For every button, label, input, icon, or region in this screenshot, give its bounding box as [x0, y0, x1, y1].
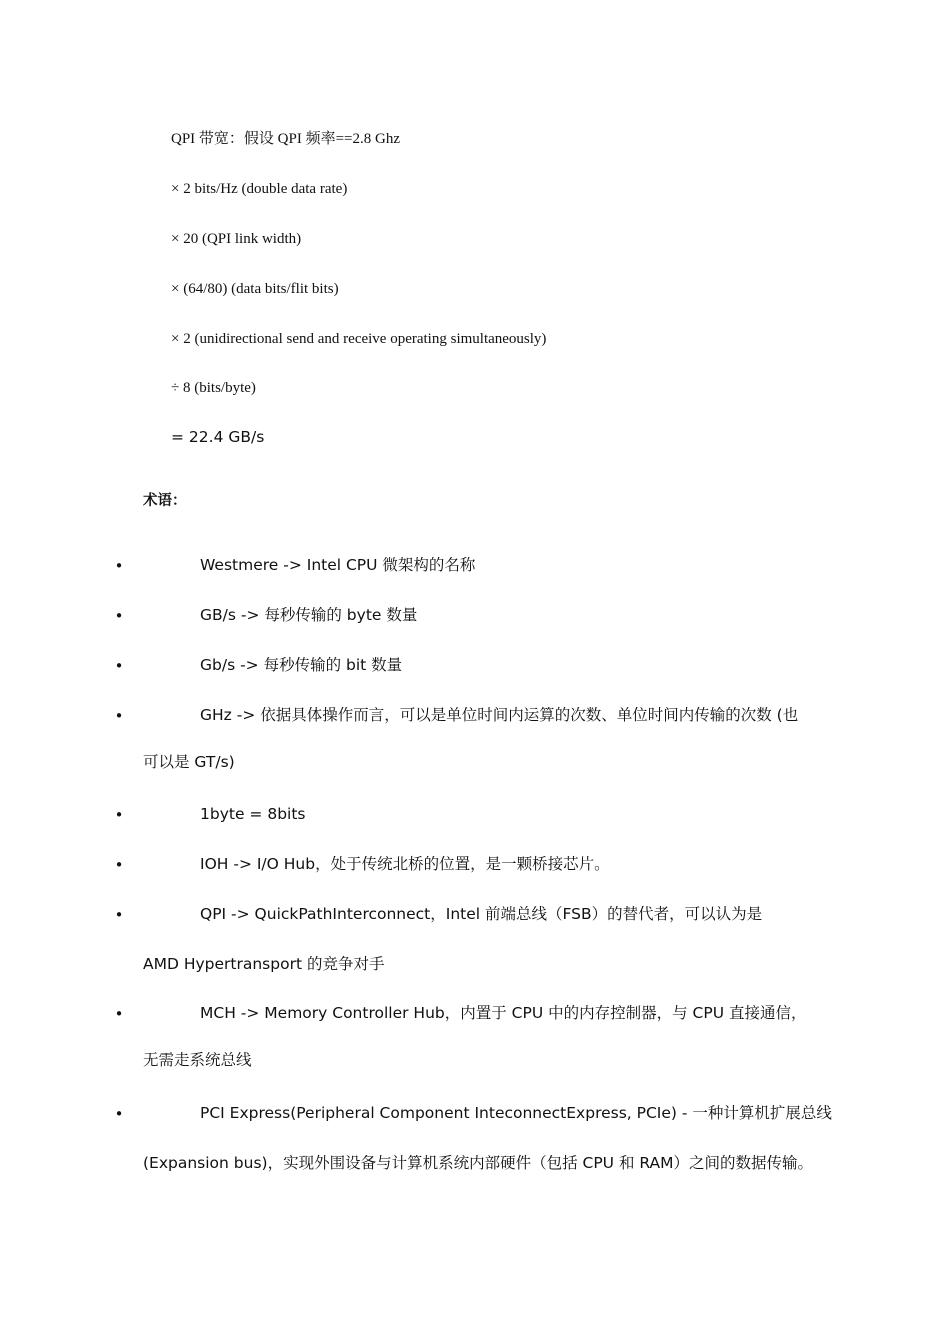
calc-line: QPI 带宽：假设 QPI 频率==2.8 Ghz: [171, 131, 400, 147]
bullet-icon: •: [114, 806, 124, 824]
bullet-icon: •: [114, 607, 124, 625]
term-text-continuation: 无需走系统总线: [143, 1051, 252, 1069]
term-text: GHz -> 依据具体操作而言，可以是单位时间内运算的次数、单位时间内传输的次数 (也: [200, 706, 799, 724]
term-text: QPI -> QuickPathInterconnect，Intel 前端总线（FSB）的替代者，可以认为是: [200, 905, 763, 923]
term-text: Gb/s -> 每秒传输的 bit 数量: [200, 656, 403, 674]
term-text-continuation: (Expansion bus)，实现外围设备与计算机系统内部硬件（包括 CPU 和 RAM）之间的数据传输。: [143, 1154, 813, 1172]
calc-line: × (64/80) (data bits/flit bits): [171, 281, 339, 297]
bullet-icon: •: [114, 707, 124, 725]
term-text: PCI Express(Peripheral Component InteconnectExpress, PCIe) - 一种计算机扩展总线: [200, 1104, 832, 1122]
bullet-icon: •: [114, 1005, 124, 1023]
bullet-icon: •: [114, 1105, 124, 1123]
bullet-icon: •: [114, 906, 124, 924]
terms-heading: 术语：: [143, 493, 187, 509]
term-text: MCH -> Memory Controller Hub，内置于 CPU 中的内存控制器，与 CPU 直接通信，: [200, 1004, 807, 1022]
term-text: IOH -> I/O Hub，处于传统北桥的位置，是一颗桥接芯片。: [200, 855, 610, 873]
term-text: 1byte = 8bits: [200, 805, 306, 823]
calc-line: × 2 (unidirectional send and receive operating simultaneously): [171, 331, 547, 347]
calc-line: × 2 bits/Hz (double data rate): [171, 181, 348, 197]
calc-line: × 20 (QPI link width): [171, 231, 302, 247]
calc-line: ÷ 8 (bits/byte): [171, 380, 256, 396]
term-text-continuation: AMD Hypertransport 的竞争对手: [143, 955, 385, 973]
bullet-icon: •: [114, 856, 124, 874]
term-text-continuation: 可以是 GT/s): [143, 753, 235, 771]
bullet-icon: •: [114, 657, 124, 675]
term-text: Westmere -> Intel CPU 微架构的名称: [200, 556, 476, 574]
bullet-icon: •: [114, 557, 124, 575]
term-text: GB/s -> 每秒传输的 byte 数量: [200, 606, 418, 624]
calc-result: = 22.4 GB/s: [171, 428, 265, 446]
